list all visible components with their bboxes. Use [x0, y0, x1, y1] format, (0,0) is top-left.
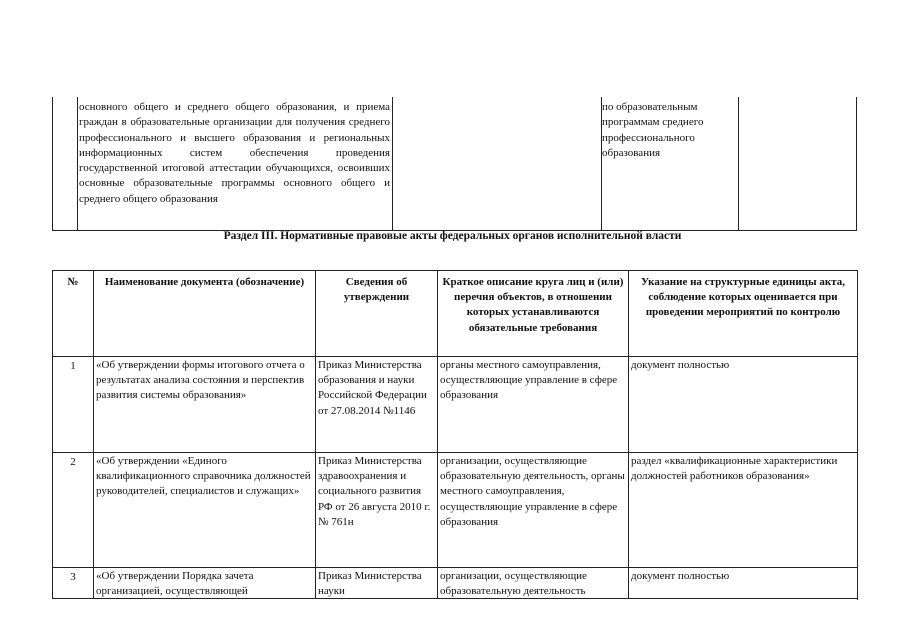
row-document-name: «Об утверждении «Единого квалификационного справочника должностей руководителей, специалистов и служащих»	[94, 453, 316, 568]
table-row	[53, 357, 858, 453]
regulations-table	[52, 270, 858, 628]
header-scope: Краткое описание круга лиц и (или) перечня объектов, в отношении которых устанавливаются обязательные требования	[438, 271, 629, 357]
header-structural-units: Указание на структурные единицы акта, соблюдение которых оценивается при проведении мероприятий по контролю	[629, 271, 858, 357]
row-approval: Приказ Министерства науки	[316, 568, 438, 628]
header-number: №	[53, 271, 94, 357]
row-number: 1	[53, 357, 94, 453]
column-divider	[77, 97, 78, 230]
page-bottom-margin	[0, 600, 905, 640]
section-title: Раздел III. Нормативные правовые акты федеральных органов исполнительной власти	[223, 230, 682, 242]
row-approval: Приказ Министерства образования и науки Российской Федерации от 27.08.2014 №1146	[316, 357, 438, 453]
table-header-row	[53, 271, 858, 357]
row-document-name: «Об утверждении формы итогового отчета о результатах анализа состояния и перспектив развития системы образования»	[94, 357, 316, 453]
row-number: 2	[53, 453, 94, 568]
column-divider	[738, 97, 739, 230]
row-scope: организации, осуществляющие образовательную деятельность	[438, 568, 629, 628]
row-approval: Приказ Министерства здравоохранения и социального развития РФ от 26 августа 2010 г. № 761н	[316, 453, 438, 568]
row-structural-units: документ полностью	[629, 568, 858, 628]
row-scope: органы местного самоуправления, осуществляющие управление в сфере образования	[438, 357, 629, 453]
table-row	[53, 453, 858, 568]
row-scope: организации, осуществляющие образовательную деятельность, органы местного самоуправления, осуществляющие управление в сфере образования	[438, 453, 629, 568]
previous-table-scope: по образовательным программам среднего профессионального образования	[602, 101, 704, 159]
header-document-name: Наименование документа (обозначение)	[94, 271, 316, 357]
previous-table-document-name: основного общего и среднего общего образования, и приема граждан в образовательные организации для получения среднего профессионального и высшего образования и региональных информационных систем обеспечения проведения государственной итоговой аттестации обучающихся, освоивших основные образовательные программы основного общего и среднего общего образования	[79, 101, 390, 205]
row-structural-units: раздел «квалификационные характеристики должностей работников образования»	[629, 453, 858, 568]
row-number: 3	[53, 568, 94, 628]
row-structural-units: документ полностью	[629, 357, 858, 453]
header-approval: Сведения об утверждении	[316, 271, 438, 357]
column-divider	[392, 97, 393, 230]
row-document-name: «Об утверждении Порядка зачета организацией, осуществляющей	[94, 568, 316, 628]
